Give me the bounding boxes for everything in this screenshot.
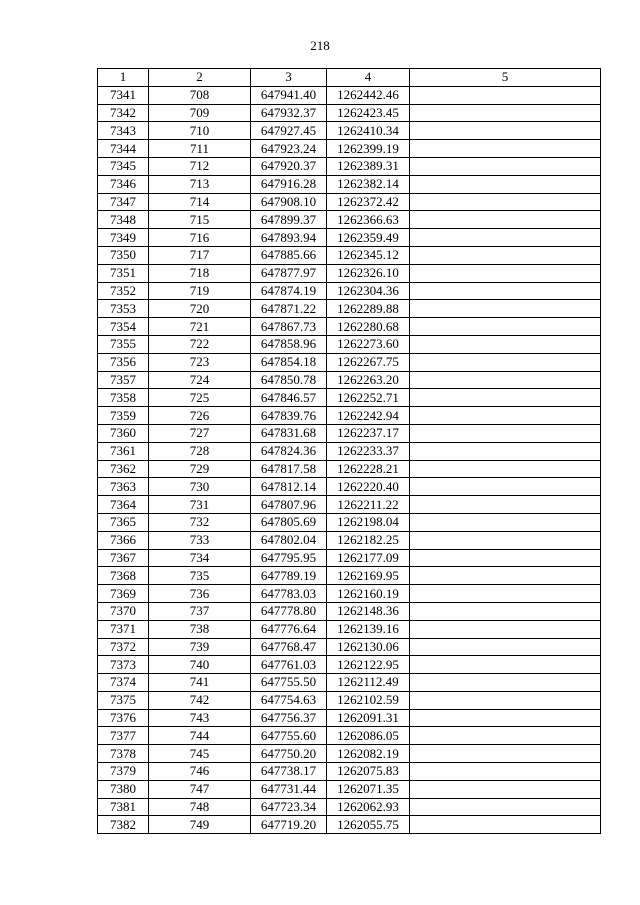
table-cell-col-2: 741 (149, 674, 251, 692)
table-cell-col-2: 712 (149, 157, 251, 175)
table-cell-col-4: 1262242.94 (327, 407, 410, 425)
table-cell-col-4: 1262198.04 (327, 513, 410, 531)
column-header-5: 5 (410, 69, 601, 87)
table-cell-col-5 (410, 140, 601, 158)
table-cell-col-1: 7363 (98, 478, 149, 496)
table-cell-col-3: 647761.03 (251, 656, 327, 674)
table-row (98, 780, 601, 798)
table-cell-col-1: 7358 (98, 389, 149, 407)
table-row (98, 424, 601, 442)
table-cell-col-2: 743 (149, 709, 251, 727)
table-row (98, 513, 601, 531)
table-cell-col-3: 647719.20 (251, 816, 327, 834)
table-cell-col-5 (410, 763, 601, 781)
table-cell-col-4: 1262160.19 (327, 585, 410, 603)
table-row (98, 638, 601, 656)
table-cell-col-5 (410, 585, 601, 603)
table-cell-col-2: 736 (149, 585, 251, 603)
table-cell-col-2: 709 (149, 104, 251, 122)
table-cell-col-5 (410, 674, 601, 692)
table-body (98, 86, 601, 833)
table-cell-col-2: 747 (149, 780, 251, 798)
table-cell-col-2: 744 (149, 727, 251, 745)
table-row (98, 389, 601, 407)
table-cell-col-5 (410, 745, 601, 763)
table-row (98, 335, 601, 353)
table-cell-col-3: 647867.73 (251, 318, 327, 336)
table-cell-col-5 (410, 424, 601, 442)
table-cell-col-3: 647923.24 (251, 140, 327, 158)
table-cell-col-4: 1262182.25 (327, 531, 410, 549)
table-row (98, 264, 601, 282)
table-cell-col-2: 725 (149, 389, 251, 407)
table-cell-col-1: 7349 (98, 229, 149, 247)
table-cell-col-1: 7375 (98, 691, 149, 709)
table-cell-col-3: 647932.37 (251, 104, 327, 122)
table-cell-col-5 (410, 691, 601, 709)
table-cell-col-5 (410, 460, 601, 478)
table-cell-col-5 (410, 442, 601, 460)
coordinates-table (97, 68, 601, 834)
table-cell-col-1: 7352 (98, 282, 149, 300)
table-cell-col-3: 647839.76 (251, 407, 327, 425)
column-header-3: 3 (251, 69, 327, 87)
table-cell-col-4: 1262263.20 (327, 371, 410, 389)
table-cell-col-4: 1262233.37 (327, 442, 410, 460)
table-cell-col-2: 748 (149, 798, 251, 816)
table-row (98, 531, 601, 549)
table-cell-col-1: 7359 (98, 407, 149, 425)
table-cell-col-3: 647723.34 (251, 798, 327, 816)
table-row (98, 282, 601, 300)
table-cell-col-3: 647789.19 (251, 567, 327, 585)
table-cell-col-2: 738 (149, 620, 251, 638)
table-cell-col-5 (410, 727, 601, 745)
table-cell-col-4: 1262102.59 (327, 691, 410, 709)
table-row (98, 122, 601, 140)
table-cell-col-1: 7356 (98, 353, 149, 371)
table-cell-col-2: 721 (149, 318, 251, 336)
table-row (98, 229, 601, 247)
table-cell-col-2: 717 (149, 246, 251, 264)
table-row (98, 727, 601, 745)
table-cell-col-2: 726 (149, 407, 251, 425)
table-cell-col-5 (410, 816, 601, 834)
table-cell-col-5 (410, 407, 601, 425)
table-cell-col-5 (410, 335, 601, 353)
table-cell-col-1: 7345 (98, 157, 149, 175)
table-cell-col-4: 1262304.36 (327, 282, 410, 300)
table-row (98, 353, 601, 371)
table-cell-col-5 (410, 709, 601, 727)
table-row (98, 602, 601, 620)
table-cell-col-3: 647756.37 (251, 709, 327, 727)
table-cell-col-4: 1262267.75 (327, 353, 410, 371)
table-row (98, 496, 601, 514)
table-row (98, 193, 601, 211)
table-cell-col-3: 647874.19 (251, 282, 327, 300)
table-cell-col-2: 728 (149, 442, 251, 460)
table-cell-col-2: 716 (149, 229, 251, 247)
table-cell-col-5 (410, 229, 601, 247)
table-cell-col-5 (410, 300, 601, 318)
table-cell-col-4: 1262372.42 (327, 193, 410, 211)
table-cell-col-1: 7361 (98, 442, 149, 460)
table-cell-col-1: 7376 (98, 709, 149, 727)
table-cell-col-1: 7360 (98, 424, 149, 442)
table-row (98, 620, 601, 638)
table-cell-col-2: 749 (149, 816, 251, 834)
table-cell-col-5 (410, 638, 601, 656)
table-cell-col-2: 740 (149, 656, 251, 674)
table-cell-col-1: 7378 (98, 745, 149, 763)
table-cell-col-4: 1262091.31 (327, 709, 410, 727)
table-cell-col-4: 1262237.17 (327, 424, 410, 442)
table-cell-col-4: 1262148.36 (327, 602, 410, 620)
table-cell-col-3: 647893.94 (251, 229, 327, 247)
table-cell-col-2: 723 (149, 353, 251, 371)
table-cell-col-4: 1262273.60 (327, 335, 410, 353)
table-cell-col-1: 7350 (98, 246, 149, 264)
table-cell-col-3: 647885.66 (251, 246, 327, 264)
table-cell-col-5 (410, 246, 601, 264)
table-cell-col-1: 7357 (98, 371, 149, 389)
table-cell-col-5 (410, 122, 601, 140)
table-cell-col-4: 1262169.95 (327, 567, 410, 585)
table-cell-col-4: 1262177.09 (327, 549, 410, 567)
table-cell-col-1: 7381 (98, 798, 149, 816)
table-row (98, 763, 601, 781)
table-row (98, 175, 601, 193)
table-cell-col-4: 1262211.22 (327, 496, 410, 514)
table-cell-col-5 (410, 798, 601, 816)
table-cell-col-4: 1262086.05 (327, 727, 410, 745)
table-cell-col-3: 647812.14 (251, 478, 327, 496)
table-cell-col-2: 732 (149, 513, 251, 531)
table-cell-col-5 (410, 353, 601, 371)
table-cell-col-2: 711 (149, 140, 251, 158)
table-cell-col-1: 7362 (98, 460, 149, 478)
table-cell-col-1: 7364 (98, 496, 149, 514)
table-cell-col-5 (410, 567, 601, 585)
table-cell-col-5 (410, 602, 601, 620)
table-cell-col-1: 7368 (98, 567, 149, 585)
table-cell-col-3: 647871.22 (251, 300, 327, 318)
table-row (98, 442, 601, 460)
table-cell-col-3: 647755.60 (251, 727, 327, 745)
table-cell-col-4: 1262345.12 (327, 246, 410, 264)
table-cell-col-4: 1262130.06 (327, 638, 410, 656)
table-row (98, 371, 601, 389)
table-cell-col-1: 7346 (98, 175, 149, 193)
table-cell-col-3: 647824.36 (251, 442, 327, 460)
table-cell-col-2: 730 (149, 478, 251, 496)
table-cell-col-5 (410, 104, 601, 122)
table-row (98, 140, 601, 158)
table-cell-col-2: 715 (149, 211, 251, 229)
table-header-row (98, 69, 601, 87)
table-cell-col-3: 647877.97 (251, 264, 327, 282)
table-cell-col-3: 647731.44 (251, 780, 327, 798)
table-cell-col-1: 7355 (98, 335, 149, 353)
table-cell-col-2: 714 (149, 193, 251, 211)
table-cell-col-1: 7347 (98, 193, 149, 211)
table-cell-col-3: 647927.45 (251, 122, 327, 140)
table-row (98, 407, 601, 425)
table-cell-col-1: 7354 (98, 318, 149, 336)
table-cell-col-3: 647908.10 (251, 193, 327, 211)
table-cell-col-4: 1262071.35 (327, 780, 410, 798)
table-cell-col-2: 729 (149, 460, 251, 478)
table-row (98, 318, 601, 336)
table-cell-col-4: 1262220.40 (327, 478, 410, 496)
table-row (98, 246, 601, 264)
table-cell-col-2: 746 (149, 763, 251, 781)
table-cell-col-3: 647776.64 (251, 620, 327, 638)
table-cell-col-2: 742 (149, 691, 251, 709)
table-cell-col-3: 647854.18 (251, 353, 327, 371)
table-cell-col-3: 647846.57 (251, 389, 327, 407)
table-cell-col-3: 647778.80 (251, 602, 327, 620)
table-cell-col-5 (410, 157, 601, 175)
table-cell-col-5 (410, 371, 601, 389)
page-number: 218 (310, 38, 330, 53)
table-cell-col-4: 1262228.21 (327, 460, 410, 478)
table-cell-col-1: 7370 (98, 602, 149, 620)
table-cell-col-5 (410, 282, 601, 300)
table-cell-col-4: 1262082.19 (327, 745, 410, 763)
table-cell-col-5 (410, 780, 601, 798)
table-cell-col-3: 647858.96 (251, 335, 327, 353)
table-row (98, 674, 601, 692)
table-cell-col-4: 1262055.75 (327, 816, 410, 834)
table-cell-col-1: 7353 (98, 300, 149, 318)
table-cell-col-3: 647754.63 (251, 691, 327, 709)
table-cell-col-2: 737 (149, 602, 251, 620)
table-cell-col-4: 1262389.31 (327, 157, 410, 175)
table-row (98, 567, 601, 585)
table-cell-col-4: 1262410.34 (327, 122, 410, 140)
table-cell-col-3: 647802.04 (251, 531, 327, 549)
table-row (98, 211, 601, 229)
table-cell-col-4: 1262423.45 (327, 104, 410, 122)
table-row (98, 816, 601, 834)
table-cell-col-5 (410, 620, 601, 638)
table-cell-col-2: 710 (149, 122, 251, 140)
table-row (98, 549, 601, 567)
table-cell-col-4: 1262280.68 (327, 318, 410, 336)
table-cell-col-5 (410, 496, 601, 514)
table-cell-col-5 (410, 656, 601, 674)
table-cell-col-5 (410, 211, 601, 229)
table-cell-col-4: 1262139.16 (327, 620, 410, 638)
column-header-2: 2 (149, 69, 251, 87)
table-cell-col-4: 1262122.95 (327, 656, 410, 674)
table-cell-col-3: 647783.03 (251, 585, 327, 603)
table-cell-col-2: 719 (149, 282, 251, 300)
table-cell-col-3: 647817.58 (251, 460, 327, 478)
table-cell-col-3: 647807.96 (251, 496, 327, 514)
table-cell-col-2: 731 (149, 496, 251, 514)
table-cell-col-5 (410, 389, 601, 407)
table-cell-col-1: 7380 (98, 780, 149, 798)
table-cell-col-3: 647755.50 (251, 674, 327, 692)
table-row (98, 798, 601, 816)
table-cell-col-4: 1262075.83 (327, 763, 410, 781)
table-cell-col-1: 7351 (98, 264, 149, 282)
table-cell-col-2: 713 (149, 175, 251, 193)
table-row (98, 478, 601, 496)
table-cell-col-2: 718 (149, 264, 251, 282)
table-cell-col-4: 1262399.19 (327, 140, 410, 158)
table-cell-col-1: 7374 (98, 674, 149, 692)
table-cell-col-1: 7373 (98, 656, 149, 674)
table-row (98, 691, 601, 709)
table-cell-col-2: 727 (149, 424, 251, 442)
table-cell-col-4: 1262252.71 (327, 389, 410, 407)
table-cell-col-1: 7366 (98, 531, 149, 549)
table-cell-col-3: 647941.40 (251, 86, 327, 104)
table-cell-col-1: 7372 (98, 638, 149, 656)
table-cell-col-3: 647738.17 (251, 763, 327, 781)
table-row (98, 585, 601, 603)
table-cell-col-2: 733 (149, 531, 251, 549)
table-row (98, 157, 601, 175)
table-cell-col-4: 1262366.63 (327, 211, 410, 229)
table-cell-col-5 (410, 193, 601, 211)
table-cell-col-5 (410, 513, 601, 531)
table-cell-col-4: 1262289.88 (327, 300, 410, 318)
table-cell-col-3: 647750.20 (251, 745, 327, 763)
table-cell-col-3: 647850.78 (251, 371, 327, 389)
column-header-4: 4 (327, 69, 410, 87)
table-cell-col-1: 7343 (98, 122, 149, 140)
table-cell-col-5 (410, 318, 601, 336)
table-row (98, 86, 601, 104)
table-cell-col-4: 1262112.49 (327, 674, 410, 692)
table-cell-col-2: 745 (149, 745, 251, 763)
table-cell-col-1: 7344 (98, 140, 149, 158)
table-row (98, 104, 601, 122)
table-cell-col-4: 1262326.10 (327, 264, 410, 282)
table-cell-col-2: 735 (149, 567, 251, 585)
table-cell-col-5 (410, 531, 601, 549)
table-cell-col-1: 7382 (98, 816, 149, 834)
table-cell-col-5 (410, 549, 601, 567)
table-cell-col-5 (410, 264, 601, 282)
table-cell-col-5 (410, 86, 601, 104)
table-row (98, 300, 601, 318)
table-cell-col-2: 722 (149, 335, 251, 353)
table-cell-col-2: 724 (149, 371, 251, 389)
table-cell-col-1: 7341 (98, 86, 149, 104)
table-cell-col-4: 1262062.93 (327, 798, 410, 816)
column-header-1: 1 (98, 69, 149, 87)
table-cell-col-1: 7379 (98, 763, 149, 781)
table-cell-col-1: 7371 (98, 620, 149, 638)
table-cell-col-3: 647920.37 (251, 157, 327, 175)
table-cell-col-1: 7369 (98, 585, 149, 603)
table-cell-col-5 (410, 478, 601, 496)
table-cell-col-3: 647768.47 (251, 638, 327, 656)
table-cell-col-2: 720 (149, 300, 251, 318)
table-cell-col-1: 7342 (98, 104, 149, 122)
table-cell-col-1: 7377 (98, 727, 149, 745)
table-cell-col-4: 1262442.46 (327, 86, 410, 104)
table-row (98, 460, 601, 478)
table-cell-col-1: 7365 (98, 513, 149, 531)
table-cell-col-4: 1262359.49 (327, 229, 410, 247)
table-cell-col-2: 734 (149, 549, 251, 567)
table-cell-col-3: 647916.28 (251, 175, 327, 193)
table-row (98, 709, 601, 727)
table-cell-col-3: 647795.95 (251, 549, 327, 567)
table-cell-col-5 (410, 175, 601, 193)
table-cell-col-1: 7367 (98, 549, 149, 567)
table-cell-col-3: 647831.68 (251, 424, 327, 442)
table-cell-col-3: 647899.37 (251, 211, 327, 229)
table-cell-col-1: 7348 (98, 211, 149, 229)
table-cell-col-4: 1262382.14 (327, 175, 410, 193)
table-row (98, 745, 601, 763)
table-row (98, 656, 601, 674)
table-cell-col-2: 708 (149, 86, 251, 104)
table-cell-col-2: 739 (149, 638, 251, 656)
table-cell-col-3: 647805.69 (251, 513, 327, 531)
